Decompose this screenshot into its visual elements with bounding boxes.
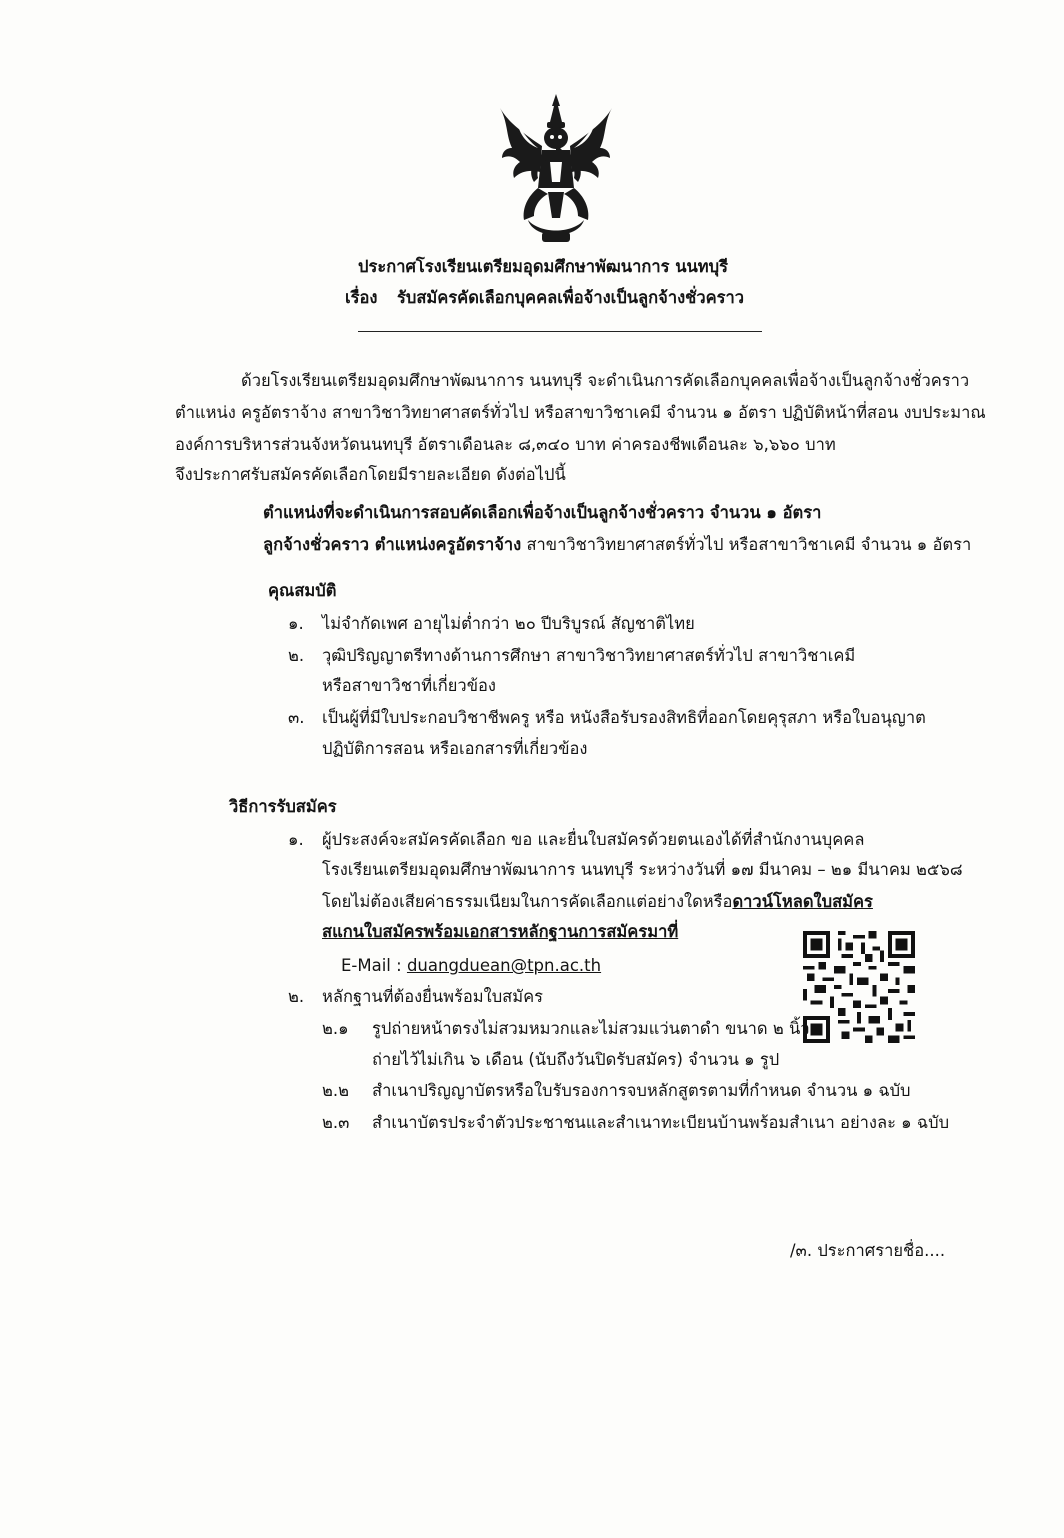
download-form-link[interactable]: ดาวน์โหลดใบสมัคร [732, 892, 873, 911]
application-text: โรงเรียนเตรียมอุดมศึกษาพัฒนาการ นนทบุรี ระหว่างวันที่ ๑๗ มีนาคม – ๒๑ มีนาคม ๒๕๖๘ [322, 860, 963, 879]
qualification-number: ๓. [288, 708, 305, 727]
qualification-number: ๑. [288, 614, 304, 633]
intro-line: ด้วยโรงเรียนเตรียมอุดมศึกษาพัฒนาการ นนทบุรี จะดำเนินการคัดเลือกบุคคลเพื่อจ้างเป็นลูกจ้างชั่วคราว [241, 371, 970, 390]
email-link[interactable]: duangduean@tpn.ac.th [406, 956, 602, 975]
qualification-text: ไม่จำกัดเพศ อายุไม่ต่ำกว่า ๒๐ ปีบริบูรณ์ สัญชาติไทย [322, 614, 695, 633]
position-detail [263, 535, 971, 555]
intro-line: องค์การบริหารส่วนจังหวัดนนทบุรี อัตราเดือนละ ๘,๓๔๐ บาท ค่าครองชีพเดือนละ ๖,๖๖๐ บาท [175, 435, 836, 454]
document-number: ๒.๒ [322, 1081, 349, 1100]
intro-line: ตำแหน่ง ครูอัตราจ้าง สาขาวิชาวิทยาศาสตร์ทั่วไป หรือสาขาวิชาเคมี จำนวน ๑ อัตรา ปฏิบัติหน้าที่สอน งบประมาณ [175, 403, 986, 422]
application-number: ๑. [288, 830, 304, 849]
intro-line: จึงประกาศรับสมัครคัดเลือกโดยมีรายละเอียด ดังต่อไปนี้ [175, 465, 566, 484]
qualification-text: หรือสาขาวิชาที่เกี่ยวข้อง [322, 676, 496, 695]
position-detail-bold: ลูกจ้างชั่วคราว ตำแหน่งครูอัตราจ้าง [263, 535, 522, 554]
email-line [341, 956, 601, 976]
document-text: สำเนาปริญญาบัตรหรือใบรับรองการจบหลักสูตรตามที่กำหนด จำนวน ๑ ฉบับ [372, 1081, 911, 1100]
document-title: ประกาศโรงเรียนเตรียมอุดมศึกษาพัฒนาการ นนทบุรี [358, 257, 728, 276]
document-subject: รับสมัครคัดเลือกบุคคลเพื่อจ้างเป็นลูกจ้างชั่วคราว [397, 288, 745, 307]
document-number: ๒.๑ [322, 1019, 349, 1038]
qr-code-icon[interactable] [803, 931, 915, 1043]
application-text-plain: โดยไม่ต้องเสียค่าธรรมเนียมในการคัดเลือกแต่อย่างใดหรือ [322, 892, 733, 911]
scan-instruction-link[interactable]: สแกนใบสมัครพร้อมเอกสารหลักฐานการสมัครมาที่ [322, 922, 679, 941]
subject-label: เรื่อง [345, 288, 378, 307]
application-text: ผู้ประสงค์จะสมัครคัดเลือก ขอ และยื่นใบสมัครด้วยตนเองได้ที่สำนักงานบุคคล [322, 830, 865, 849]
document-text: ถ่ายไว้ไม่เกิน ๖ เดือน (นับถึงวันปิดรับสมัคร) จำนวน ๑ รูป [372, 1050, 780, 1069]
document-text: สำเนาบัตรประจำตัวประชาชนและสำเนาทะเบียนบ้านพร้อมสำเนา อย่างละ ๑ ฉบับ [372, 1113, 950, 1132]
title-divider [358, 331, 762, 332]
application-heading: วิธีการรับสมัคร [229, 797, 337, 816]
document-number: ๒.๓ [322, 1113, 350, 1132]
qualifications-heading: คุณสมบัติ [268, 581, 337, 600]
application-number: ๒. [288, 987, 305, 1006]
qualification-text: ปฏิบัติการสอน หรือเอกสารที่เกี่ยวข้อง [322, 739, 588, 758]
documents-heading: หลักฐานที่ต้องยื่นพร้อมใบสมัคร [322, 987, 544, 1006]
qualification-text: เป็นผู้ที่มีใบประกอบวิชาชีพครู หรือ หนังสือรับรองสิทธิที่ออกโดยคุรุสภา หรือใบอนุญาต [322, 708, 926, 727]
application-text [322, 892, 873, 912]
qualification-number: ๒. [288, 646, 305, 665]
garuda-emblem-icon [498, 92, 614, 244]
document-text: รูปถ่ายหน้าตรงไม่สวมหมวกและไม่สวมแว่นตาดำ ขนาด ๒ นิ้ว [372, 1019, 810, 1038]
email-label: E-Mail : [341, 956, 407, 975]
position-heading: ตำแหน่งที่จะดำเนินการสอบคัดเลือกเพื่อจ้างเป็นลูกจ้างชั่วคราว จำนวน ๑ อัตรา [263, 503, 822, 522]
qualification-text: วุฒิปริญญาตรีทางด้านการศึกษา สาขาวิชาวิทยาศาสตร์ทั่วไป สาขาวิชาเคมี [322, 646, 856, 665]
continuation-note: /๓. ประกาศรายชื่อ.... [790, 1241, 946, 1260]
position-detail-rest: สาขาวิชาวิทยาศาสตร์ทั่วไป หรือสาขาวิชาเคมี จำนวน ๑ อัตรา [521, 535, 972, 554]
